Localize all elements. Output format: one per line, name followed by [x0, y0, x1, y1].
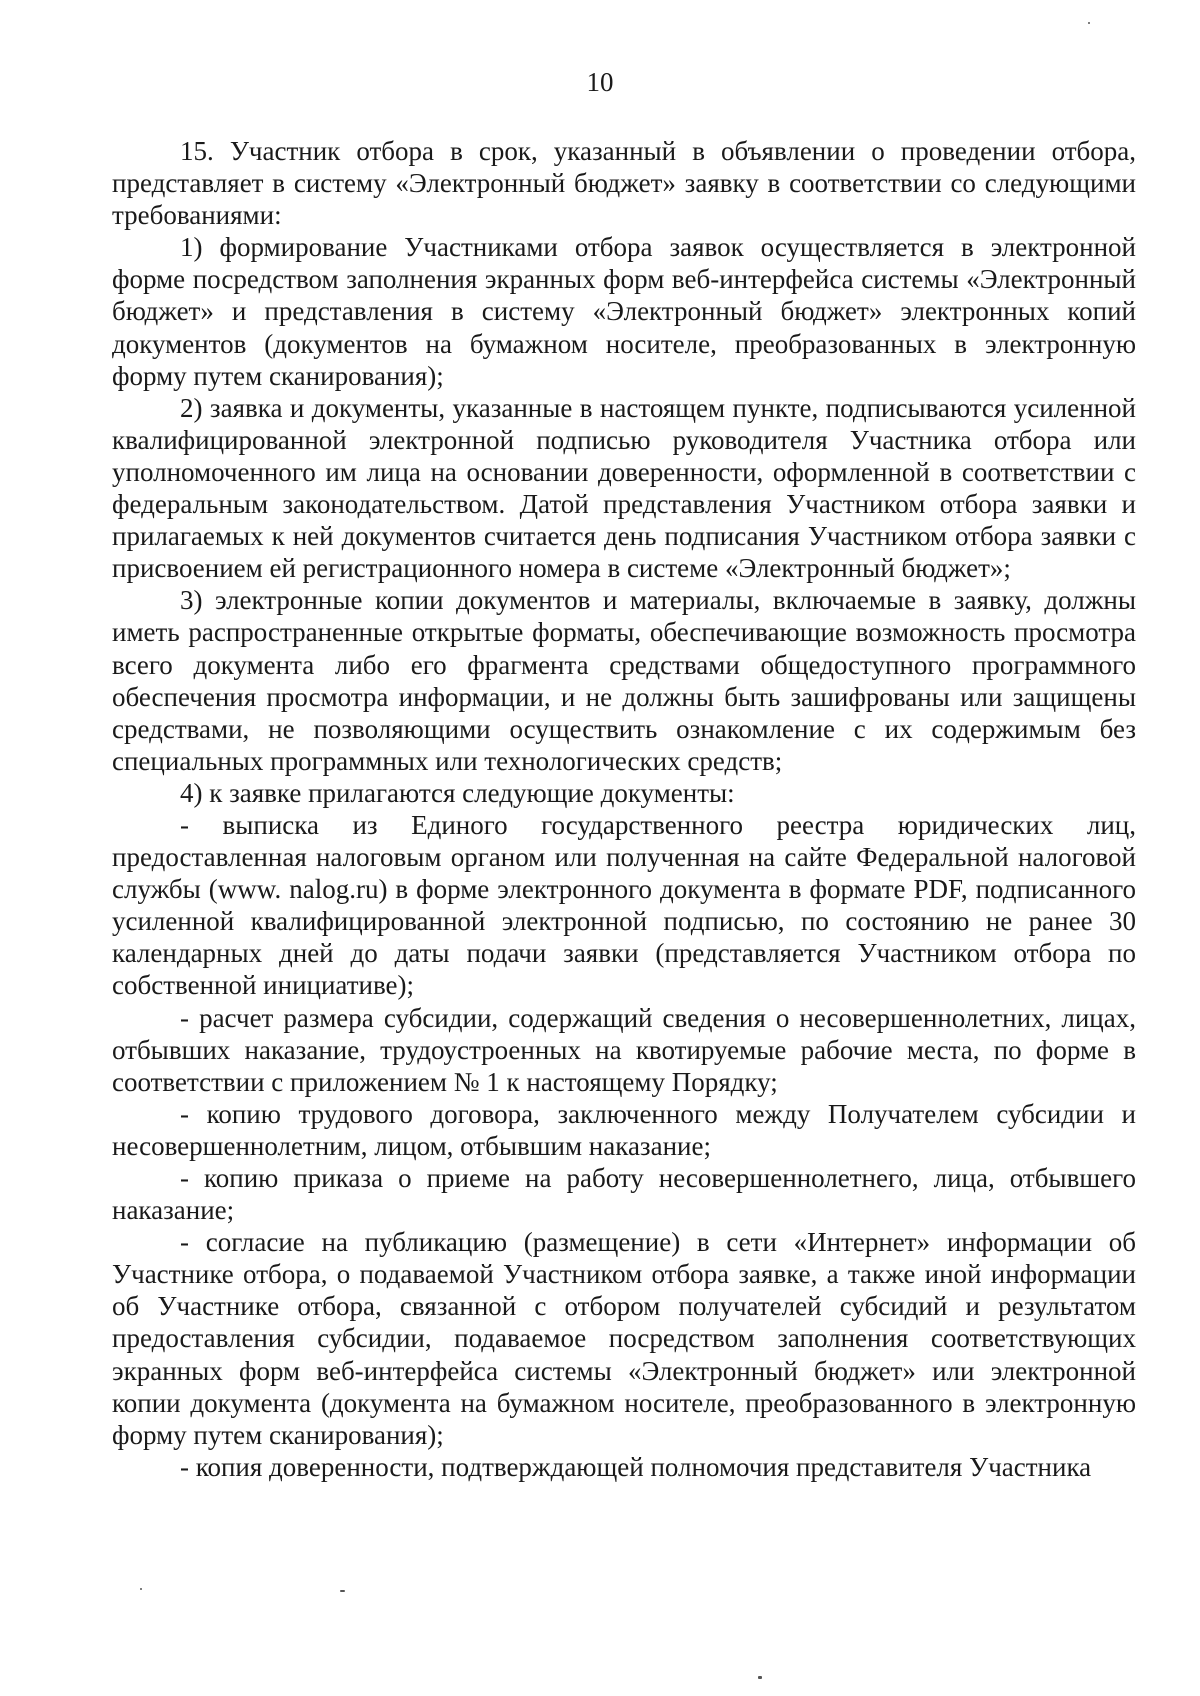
scan-speck [1088, 22, 1090, 24]
paragraph-item-1: 1) формирование Участниками отбора заявок осуществляется в электронной форме посредством заполнения экранных форм веб-интерфейса системы «Электронный бюджет» и представления в систему «Электронный бюджет» электронных копий документов (документов на бумажном носителе, преобразованных в электронную форму путем сканирования); [112, 232, 1136, 391]
list-item-subsidy-calculation: - расчет размера субсидии, содержащий сведения о несовершеннолетних, лицах, отбывших наказание, трудоустроенных на квотируемые рабочие места, по форме в соответствии с приложением № 1 к настоящему Порядку; [112, 1002, 1136, 1097]
paragraph-15-intro: 15. Участник отбора в срок, указанный в объявлении о проведении отбора, представляет в систему «Электронный бюджет» заявку в соответствии со следующими требованиями: [112, 136, 1136, 231]
paragraph-item-4: 4) к заявке прилагаются следующие документы: [180, 777, 735, 808]
paragraph-item-3: 3) электронные копии документов и материалы, включаемые в заявку, должны иметь распространенные открытые форматы, обеспечивающие возможность просмотра всего документа либо его фрагмента средствами общедоступного программного обеспечения просмотра информации, и не должны быть зашифрованы или защищены средствами, не позволяющими осуществить ознакомление с их содержимым без специальных программных или технологических средств; [112, 585, 1136, 776]
list-item-publication-consent: - согласие на публикацию (размещение) в сети «Интернет» информации об Участнике отбора, о подаваемой Участником отбора заявке, а также иной информации об Участнике отбора, связанной с отбором получателей субсидий и результатом предоставления субсидии, подаваемое посредством заполнения соответствующих экранных форм веб-интерфейса системы «Электронный бюджет» или электронной копии документа (документа на бумажном носителе, преобразованного в электронную форму путем сканирования); [112, 1227, 1136, 1450]
list-item-power-of-attorney: - копия доверенности, подтверждающей полномочия представителя Участника [180, 1451, 1092, 1482]
page-number: 10 [586, 67, 614, 97]
list-item-hiring-order: - копию приказа о приеме на работу несовершеннолетнего, лица, отбывшего наказание; [112, 1163, 1136, 1226]
paragraph-item-2: 2) заявка и документы, указанные в настоящем пункте, подписываются усиленной квалифицированной электронной подписью руководителя Участника отбора или уполномоченного им лица на основании доверенности, оформленной в соответствии с федеральным законодательством. Датой представления Участником отбора заявки и прилагаемых к ней документов считается день подписания Участником отбора заявки с присвоением ей регистрационного номера в системе «Электронный бюджет»; [112, 392, 1136, 584]
document-body [112, 135, 1136, 1483]
scan-speck [758, 1676, 762, 1679]
list-item-egrul-extract: - выписка из Единого государственного реестра юридических лиц, предоставленная налоговым органом или полученная на сайте Федеральной налоговой службы (www. nalog.ru) в форме электронного документа в формате PDF, подписанного усиленной квалифицированной электронной подписью, по состоянию не ранее 30 календарных дней до даты подачи заявки (представляется Участником отбора по собственной инициативе); [112, 809, 1136, 1001]
scan-speck [340, 1590, 345, 1592]
list-item-employment-contract: - копию трудового договора, заключенного между Получателем субсидии и несовершеннолетним, лицом, отбывшим наказание; [112, 1098, 1136, 1161]
scan-speck [140, 1588, 142, 1590]
